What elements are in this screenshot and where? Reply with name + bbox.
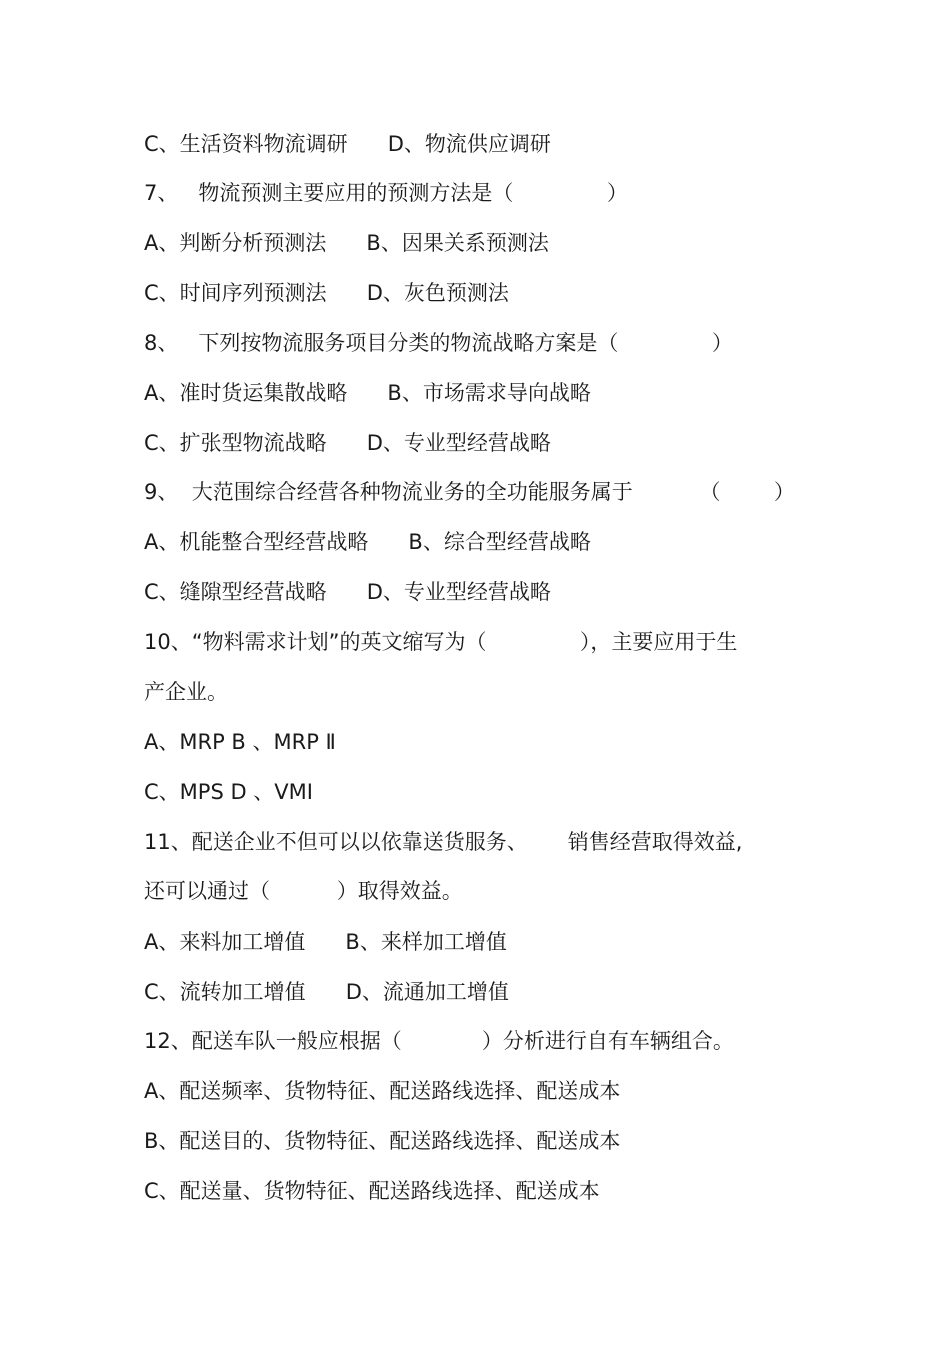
text-line-option-a-b: A、来料加工增值 B、来样加工增值 [144, 930, 507, 954]
text-line-option-c-d: C、流转加工增值 D、流通加工增值 [144, 980, 509, 1004]
text-line-option-a-b: A、准时货运集散战略 B、市场需求导向战略 [144, 381, 591, 405]
question-12: 12、配送车队一般应根据（ ）分析进行自有车辆组合。 [144, 1029, 734, 1053]
question-11-continued: 还可以通过（ ）取得效益。 [144, 879, 463, 903]
question-8: 8、 下列按物流服务项目分类的物流战略方案是（ ） [144, 331, 733, 355]
text-line-option-b: B、配送目的、货物特征、配送路线选择、配送成本 [144, 1129, 621, 1153]
text-line-option-c: C、配送量、货物特征、配送路线选择、配送成本 [144, 1179, 600, 1203]
question-11: 11、配送企业不但可以以依靠送货服务、 销售经营取得效益, [144, 830, 743, 854]
text-line-option-c-d: C、生活资料物流调研 D、物流供应调研 [144, 132, 551, 156]
text-line-option-c-d: C、缝隙型经营战略 D、专业型经营战略 [144, 580, 551, 604]
text-line-option-a-b: A、机能整合型经营战略 B、综合型经营战略 [144, 530, 591, 554]
text-line-option-c-d: C、时间序列预测法 D、灰色预测法 [144, 281, 509, 305]
question-10: 10、“物料需求计划”的英文缩写为（ ），主要应用于生 [144, 630, 738, 654]
text-line-option-c-d: C、MPS D 、VMI [144, 780, 313, 804]
question-10-continued: 产企业。 [144, 680, 228, 704]
text-line-option-a-b: A、判断分析预测法 B、因果关系预测法 [144, 231, 549, 255]
text-line-option-a: A、配送频率、货物特征、配送路线选择、配送成本 [144, 1079, 621, 1103]
question-9: 9、 大范围综合经营各种物流业务的全功能服务属于 （ ） [144, 480, 795, 504]
question-7: 7、 物流预测主要应用的预测方法是（ ） [144, 181, 628, 205]
text-line-option-c-d: C、扩张型物流战略 D、专业型经营战略 [144, 431, 551, 455]
text-line-option-a-b: A、MRP B 、MRP Ⅱ [144, 730, 336, 754]
